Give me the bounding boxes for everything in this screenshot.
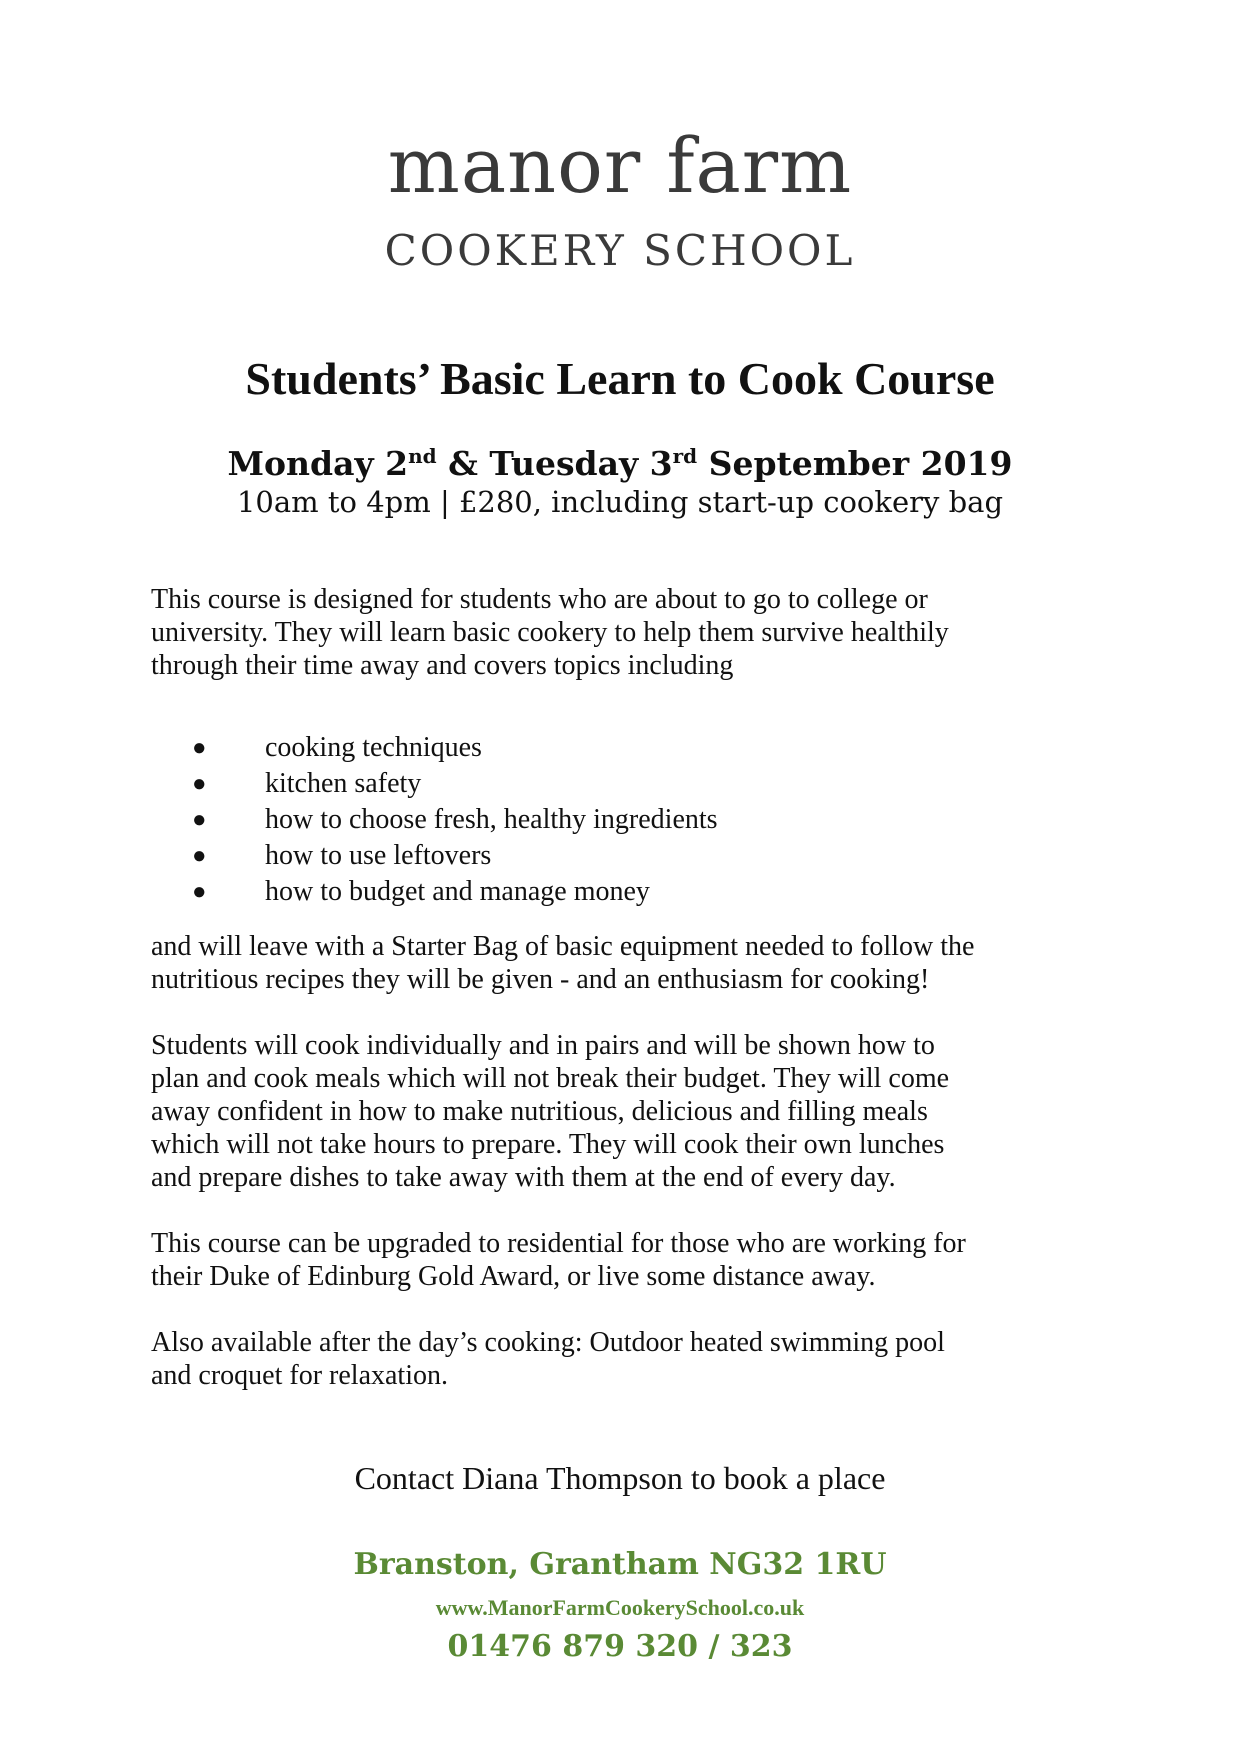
intro-line: university. They will learn basic cookery to help them survive healthily [151,617,949,648]
bullet-icon: ● [192,843,207,869]
topic-label: how to use leftovers [265,840,492,871]
date-day1-suffix: nd [408,444,437,468]
starter-line: nutritious recipes they will be given - and an enthusiasm for cooking! [151,964,930,995]
bullet-icon: ● [192,771,207,797]
bullet-icon: ● [192,807,207,833]
cooking-line: plan and cook meals which will not break their budget. They will come [151,1063,950,1094]
course-dates [0,444,1240,483]
footer-address: Branston, Grantham NG32 1RU [353,1547,887,1582]
extras-line: Also available after the day’s cooking: Outdoor heated swimming pool [151,1327,945,1358]
date-day2-suffix: rd [672,444,698,468]
list-item [151,802,1051,838]
intro-line: This course is designed for students who are about to go to college or [151,584,928,615]
contact-line: Contact Diana Thompson to book a place [354,1460,886,1496]
topics-list [151,730,1051,910]
intro-line: through their time away and covers topics including [151,650,734,681]
bullet-icon: ● [192,879,207,905]
date-month-year: September 2019 [697,444,1013,483]
list-item [151,838,1051,874]
logo-wordmark: manor farm [387,121,853,210]
extras-paragraph [151,1326,1111,1392]
footer-website-link[interactable]: www.ManorFarmCookerySchool.co.uk [435,1595,805,1620]
residential-paragraph [151,1227,1111,1293]
topic-label: how to budget and manage money [265,876,650,907]
times-and-price: 10am to 4pm | £280, including start-up cookery bag [236,485,1004,519]
cooking-paragraph [151,1029,1111,1194]
course-title: Students’ Basic Learn to Cook Course [245,353,995,404]
list-item [151,766,1051,802]
topic-label: how to choose fresh, healthy ingredients [265,804,718,835]
topic-label: kitchen safety [265,768,422,799]
extras-line: and croquet for relaxation. [151,1360,448,1391]
residential-line: their Duke of Edinburg Gold Award, or live some distance away. [151,1261,876,1292]
footer-phone: 01476 879 320 / 323 [447,1629,793,1664]
starter-line: and will leave with a Starter Bag of basic equipment needed to follow the [151,931,975,962]
starter-bag-paragraph [151,930,1111,996]
topic-label: cooking techniques [265,732,482,763]
logo-subtitle: COOKERY SCHOOL [384,226,856,275]
list-item [151,730,1051,766]
cooking-line: and prepare dishes to take away with them at the end of every day. [151,1162,896,1193]
list-item [151,874,1051,910]
intro-paragraph [151,583,1111,682]
cooking-line: which will not take hours to prepare. They will cook their own lunches [151,1129,945,1160]
bullet-icon: ● [192,735,207,761]
residential-line: This course can be upgraded to residential for those who are working for [151,1228,966,1259]
date-joiner: & Tuesday 3 [436,444,673,483]
date-day1: Monday 2 [227,444,409,483]
cooking-line: Students will cook individually and in pairs and will be shown how to [151,1030,935,1061]
cooking-line: away confident in how to make nutritious, delicious and filling meals [151,1096,928,1127]
